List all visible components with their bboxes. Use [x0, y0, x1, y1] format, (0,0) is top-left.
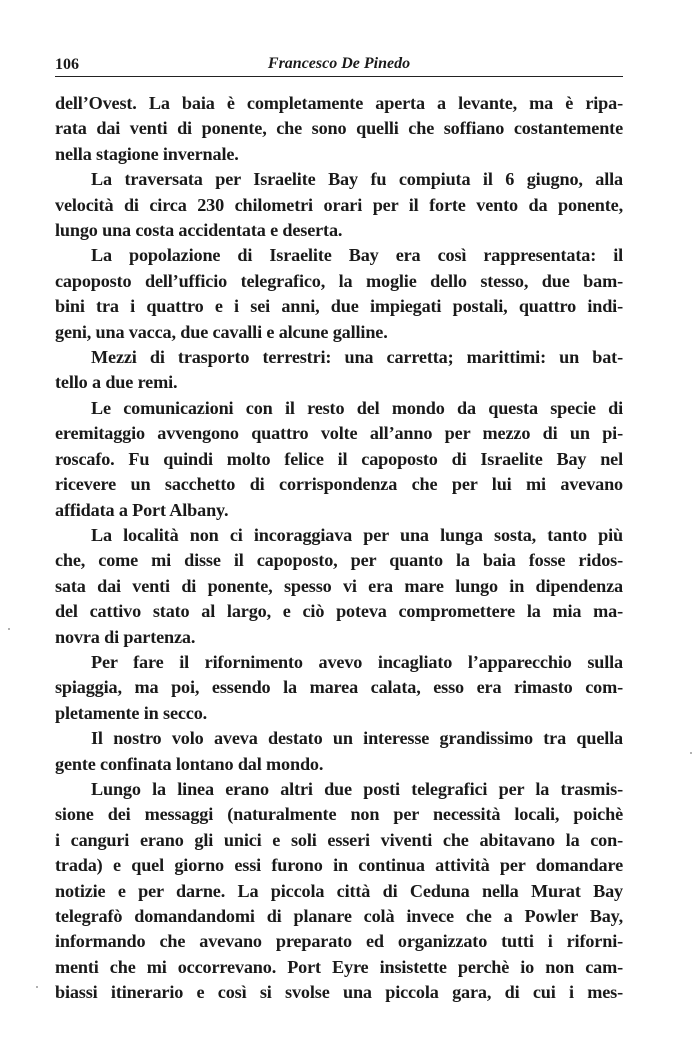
- text-line: rata dai venti di ponente, che sono quelli che soffiano costantemente: [55, 118, 623, 139]
- text-line: dell’Ovest. La baia è completamente aperta a levante, ma è ripa-: [55, 93, 623, 113]
- text-line: lungo una costa accidentata e deserta.: [55, 220, 343, 241]
- paragraph: [55, 777, 623, 1006]
- text-line: sata dai venti di ponente, spesso vi era mare lungo in dipendenza: [55, 575, 623, 596]
- paragraph: [55, 167, 623, 243]
- text-line: affidata a Port Albany.: [55, 499, 229, 520]
- paragraph: [55, 345, 623, 396]
- text-line: eremitaggio avvengono quattro volte all’anno per mezzo di un pi-: [55, 423, 623, 444]
- text-line: nella stagione invernale.: [55, 143, 239, 164]
- paragraph: [55, 650, 623, 726]
- text-line: menti che mi occorrevano. Port Eyre insistette perchè io non cam-: [55, 956, 623, 977]
- text-line: informando che avevano preparato ed organizzato tutti i riforni-: [55, 931, 623, 952]
- text-line: capoposto dell’ufficio telegrafico, la moglie dello stesso, due bam-: [55, 270, 623, 291]
- running-title: Francesco De Pinedo: [267, 55, 411, 72]
- paragraph: [55, 396, 623, 523]
- text-line: biassi itinerario e così si svolse una piccola gara, di cui i mes-: [55, 982, 623, 1003]
- paragraph: [55, 523, 623, 650]
- text-line: sione dei messaggi (naturalmente non per necessità locali, poichè: [55, 804, 623, 825]
- text-line: La traversata per Israelite Bay fu compiuta il 6 giugno, alla: [91, 169, 623, 190]
- text-line: spiaggia, ma poi, essendo la marea calata, esso era rimasto com-: [55, 677, 623, 698]
- book-page: [55, 52, 623, 1006]
- text-line: telegrafò domandandomi di planare colà invece che a Powler Bay,: [55, 906, 623, 926]
- text-line: Lungo la linea erano altri due posti telegrafici per la trasmis-: [91, 778, 623, 799]
- text-line: i canguri erano gli unici e soli esseri viventi che abitavano la con-: [55, 829, 623, 850]
- text-line: La popolazione di Israelite Bay era così rappresentata: il: [91, 245, 623, 266]
- scan-speck: [8, 628, 10, 630]
- text-line: tello a due remi.: [55, 372, 178, 393]
- text-line: del cattivo stato al largo, e ciò poteva compromettere la mia ma-: [55, 601, 623, 622]
- page-header: [55, 52, 623, 77]
- text-line: geni, una vacca, due cavalli e alcune galline.: [55, 321, 388, 342]
- text-line: novra di partenza.: [55, 626, 196, 647]
- text-line: trada) e quel giorno essi furono in continua attività per domandare: [55, 855, 623, 876]
- text-line: bini tra i quattro e i sei anni, due impiegati postali, quattro indi-: [55, 296, 623, 317]
- page-number: 106: [55, 56, 79, 73]
- text-line: notizie e per darne. La piccola città di Ceduna nella Murat Bay: [55, 880, 623, 901]
- body-text: [55, 91, 623, 1006]
- text-line: velocità di circa 230 chilometri orari per il forte vento da ponente,: [55, 194, 623, 215]
- text-line: Il nostro volo aveva destato un interesse grandissimo tra quella: [91, 728, 623, 749]
- text-line: gente confinata lontano dal mondo.: [55, 753, 324, 774]
- text-line: Per fare il rifornimento avevo incagliato l’apparecchio sulla: [91, 651, 623, 672]
- text-line: Le comunicazioni con il resto del mondo da questa specie di: [91, 397, 623, 418]
- text-line: ricevere un sacchetto di corrispondenza che per lui mi avevano: [55, 474, 623, 495]
- paragraph: [55, 243, 623, 345]
- text-line: pletamente in secco.: [55, 702, 208, 723]
- text-line: La località non ci incoraggiava per una lunga sosta, tanto più: [91, 524, 623, 545]
- text-line: Mezzi di trasporto terrestri: una carretta; marittimi: un bat-: [91, 347, 623, 368]
- text-line: che, come mi disse il capoposto, per quanto la baia fosse ridos-: [55, 550, 623, 571]
- scan-speck: [36, 986, 38, 988]
- scan-speck: [690, 752, 692, 754]
- paragraph: [55, 726, 623, 777]
- paragraph: [55, 91, 623, 167]
- text-line: roscafo. Fu quindi molto felice il capoposto di Israelite Bay nel: [55, 448, 623, 469]
